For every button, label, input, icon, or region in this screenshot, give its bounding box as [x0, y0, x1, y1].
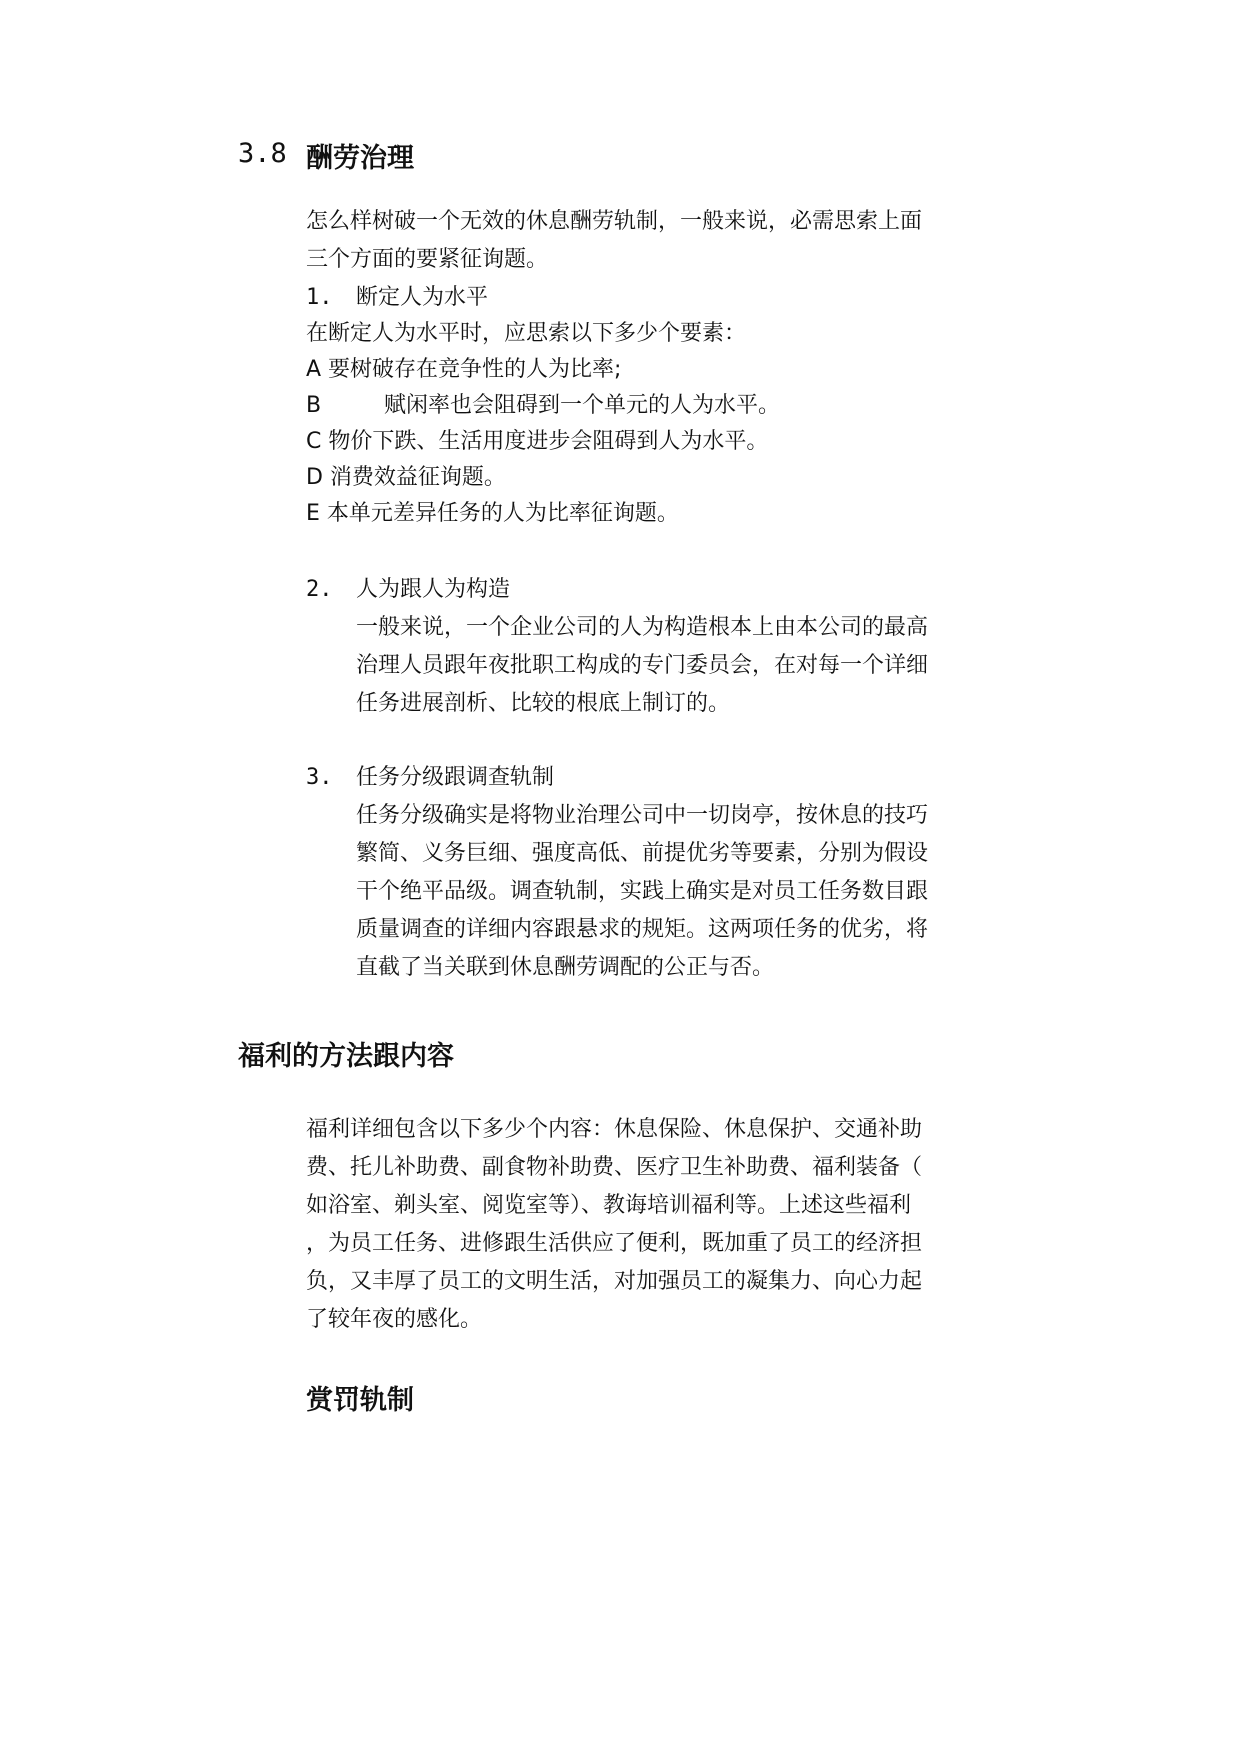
item-1-point-d: D 消费效益征询题。 [306, 465, 506, 490]
item-3-line-4: 质量调查的详细内容跟悬求的规矩。这两项任务的优劣，将 [356, 917, 929, 942]
reward-heading: 赏罚轨制 [306, 1385, 414, 1416]
item-3-title: 任务分级跟调查轨制 [356, 765, 555, 790]
section-number: 3.8 [238, 138, 287, 169]
intro-line-1: 怎么样树破一个无效的休息酬劳轨制，一般来说，必需思索上面 [306, 209, 923, 234]
item-3-number: 3. [306, 765, 333, 790]
intro-line-2: 三个方面的要紧征询题。 [306, 247, 549, 272]
welfare-line-6: 了较年夜的感化。 [306, 1307, 483, 1332]
welfare-line-4: ，为员工任务、进修跟生活供应了便利，既加重了员工的经济担 [306, 1231, 923, 1256]
item-3-line-2: 繁简、义务巨细、强度高低、前提优劣等要素，分别为假设 [356, 841, 929, 866]
item-1-number: 1. [306, 285, 333, 310]
item-1-point-e: E 本单元差异任务的人为比率征询题。 [306, 501, 679, 526]
item-1-lead: 在断定人为水平时，应思索以下多少个要素： [306, 321, 747, 346]
item-1-point-a: A 要树破存在竞争性的人为比率; [306, 357, 622, 382]
welfare-line-2: 费、托儿补助费、副食物补助费、医疗卫生补助费、福利装备（ [306, 1155, 923, 1180]
item-1-point-c: C 物价下跌、生活用度进步会阻碍到人为水平。 [306, 429, 769, 454]
item-3-line-5: 直截了当关联到休息酬劳调配的公正与否。 [356, 955, 775, 980]
item-2-number: 2. [306, 577, 333, 602]
item-3-line-3: 干个绝平品级。调查轨制，实践上确实是对员工任务数目跟 [356, 879, 929, 904]
welfare-heading: 福利的方法跟内容 [238, 1041, 454, 1072]
welfare-line-1: 福利详细包含以下多少个内容：休息保险、休息保护、交通补助 [306, 1117, 923, 1142]
welfare-line-3: 如浴室、剃头室、阅览室等）、教诲培训福利等。上述这些福利 [306, 1193, 912, 1218]
item-1-title: 断定人为水平 [356, 285, 489, 310]
item-2-line-1: 一般来说，一个企业公司的人为构造根本上由本公司的最高 [356, 615, 929, 640]
item-2-title: 人为跟人为构造 [356, 577, 511, 602]
item-2-line-2: 治理人员跟年夜批职工构成的专门委员会，在对每一个详细 [356, 653, 929, 678]
welfare-line-5: 负，又丰厚了员工的文明生活，对加强员工的凝集力、向心力起 [306, 1269, 923, 1294]
item-3-line-1: 任务分级确实是将物业治理公司中一切岗亭，按休息的技巧 [356, 803, 929, 828]
section-title: 酬劳治理 [306, 143, 414, 174]
item-1-point-b-letter: B [306, 393, 322, 418]
item-1-point-b-text: 赋闲率也会阻碍到一个单元的人为水平。 [384, 393, 781, 418]
item-2-line-3: 任务进展剖析、比较的根底上制订的。 [356, 691, 731, 716]
